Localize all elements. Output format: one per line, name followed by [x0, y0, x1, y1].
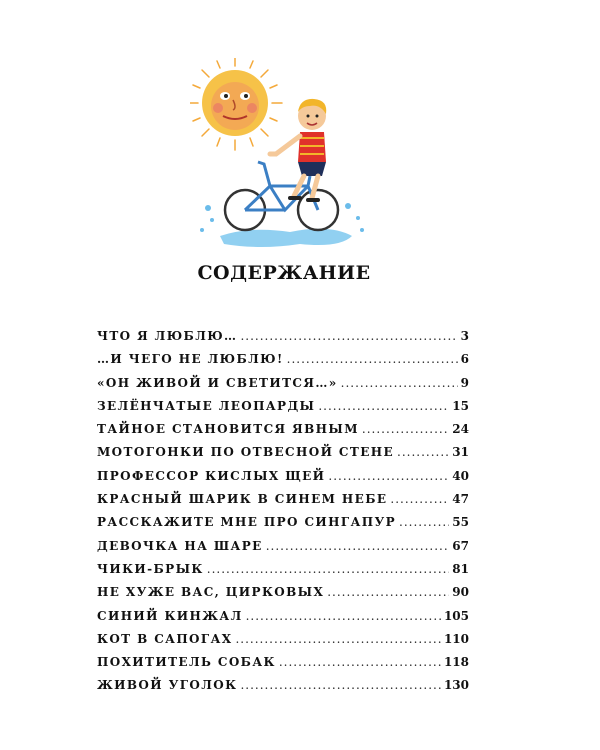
toc-entry-page-number: 15 [452, 398, 469, 413]
toc-entry[interactable] [97, 674, 469, 697]
dot-leader [328, 465, 449, 488]
toc-entry-title: ДЕВОЧКА НА ШАРЕ [97, 538, 263, 553]
dot-leader [327, 581, 449, 604]
toc-entry-title: РАССКАЖИТЕ МНЕ ПРО СИНГАПУР [97, 515, 397, 530]
toc-entry-page-number: 130 [443, 678, 469, 693]
toc-entry-page-number: 40 [452, 468, 469, 483]
toc-entry[interactable] [97, 395, 469, 418]
toc-entry[interactable] [97, 581, 469, 604]
toc-entry-title: …И ЧЕГО НЕ ЛЮБЛЮ! [97, 352, 284, 367]
toc-entry[interactable] [97, 558, 469, 581]
toc-entry-page-number: 47 [452, 492, 469, 507]
toc-entry[interactable] [97, 465, 469, 488]
toc-entry-title: КОТ В САПОГАХ [97, 631, 233, 646]
dot-leader [207, 558, 450, 581]
toc-entry-title: ЗЕЛЁНЧАТЫЕ ЛЕОПАРДЫ [97, 398, 316, 413]
toc-entry-title: «ОН ЖИВОЙ И СВЕТИТСЯ…» [97, 375, 338, 390]
toc-entry-page-number: 110 [443, 631, 469, 646]
toc-entry[interactable] [97, 325, 469, 348]
toc-entry-page-number: 24 [452, 422, 469, 437]
toc-entry-title: ПРОФЕССОР КИСЛЫХ ЩЕЙ [97, 468, 326, 483]
toc-entry[interactable] [97, 488, 469, 511]
toc-entry-page-number: 67 [452, 538, 469, 553]
toc-entry-page-number: 90 [452, 585, 469, 600]
dot-leader [399, 511, 449, 534]
dot-leader [240, 325, 457, 348]
dot-leader [362, 418, 449, 441]
toc-entry-title: ПОХИТИТЕЛЬ СОБАК [97, 655, 276, 670]
toc-entry-page-number: 31 [452, 445, 469, 460]
toc-entry-title: НЕ ХУЖЕ ВАС, ЦИРКОВЫХ [97, 585, 325, 600]
toc-entry-title: ЧТО Я ЛЮБЛЮ… [97, 329, 238, 343]
toc-entry[interactable] [97, 418, 469, 441]
toc-entry[interactable] [97, 535, 469, 558]
toc-entry[interactable] [97, 348, 469, 371]
dot-leader [287, 348, 458, 371]
toc-entry-page-number: 118 [443, 655, 469, 670]
dot-leader [266, 535, 450, 558]
sun-and-boy-on-bicycle-illustration [190, 58, 370, 253]
table-of-contents [97, 325, 469, 698]
toc-entry-page-number: 9 [460, 375, 469, 390]
toc-entry-page-number: 6 [460, 352, 469, 367]
dot-leader [240, 674, 440, 697]
toc-entry[interactable] [97, 628, 469, 651]
dot-leader [235, 628, 440, 651]
dot-leader [341, 372, 458, 395]
dot-leader [279, 651, 441, 674]
toc-entry-title: ЖИВОЙ УГОЛОК [97, 678, 238, 693]
dot-leader [318, 395, 449, 418]
dot-leader [397, 441, 449, 464]
puddle-icon [220, 229, 352, 247]
toc-entry-title: СИНИЙ КИНЖАЛ [97, 608, 243, 623]
toc-entry-page-number: 55 [452, 515, 469, 530]
dot-leader [246, 605, 441, 628]
toc-entry-page-number: 105 [443, 608, 469, 623]
toc-entry-title: ЧИКИ-БРЫК [97, 561, 204, 576]
toc-entry[interactable] [97, 605, 469, 628]
toc-entry-title: МОТОГОНКИ ПО ОТВЕСНОЙ СТЕНЕ [97, 445, 395, 460]
toc-entry-title: КРАСНЫЙ ШАРИК В СИНЕМ НЕБЕ [97, 492, 388, 507]
toc-entry-page-number: 3 [460, 329, 469, 343]
toc-entry[interactable] [97, 651, 469, 674]
toc-entry[interactable] [97, 372, 469, 395]
dot-leader [390, 488, 449, 511]
toc-entry-title: ТАЙНОЕ СТАНОВИТСЯ ЯВНЫМ [97, 422, 359, 437]
toc-entry[interactable] [97, 511, 469, 534]
toc-entry[interactable] [97, 441, 469, 464]
toc-entry-page-number: 81 [452, 561, 469, 576]
page-title: СОДЕРЖАНИЕ [197, 262, 371, 284]
